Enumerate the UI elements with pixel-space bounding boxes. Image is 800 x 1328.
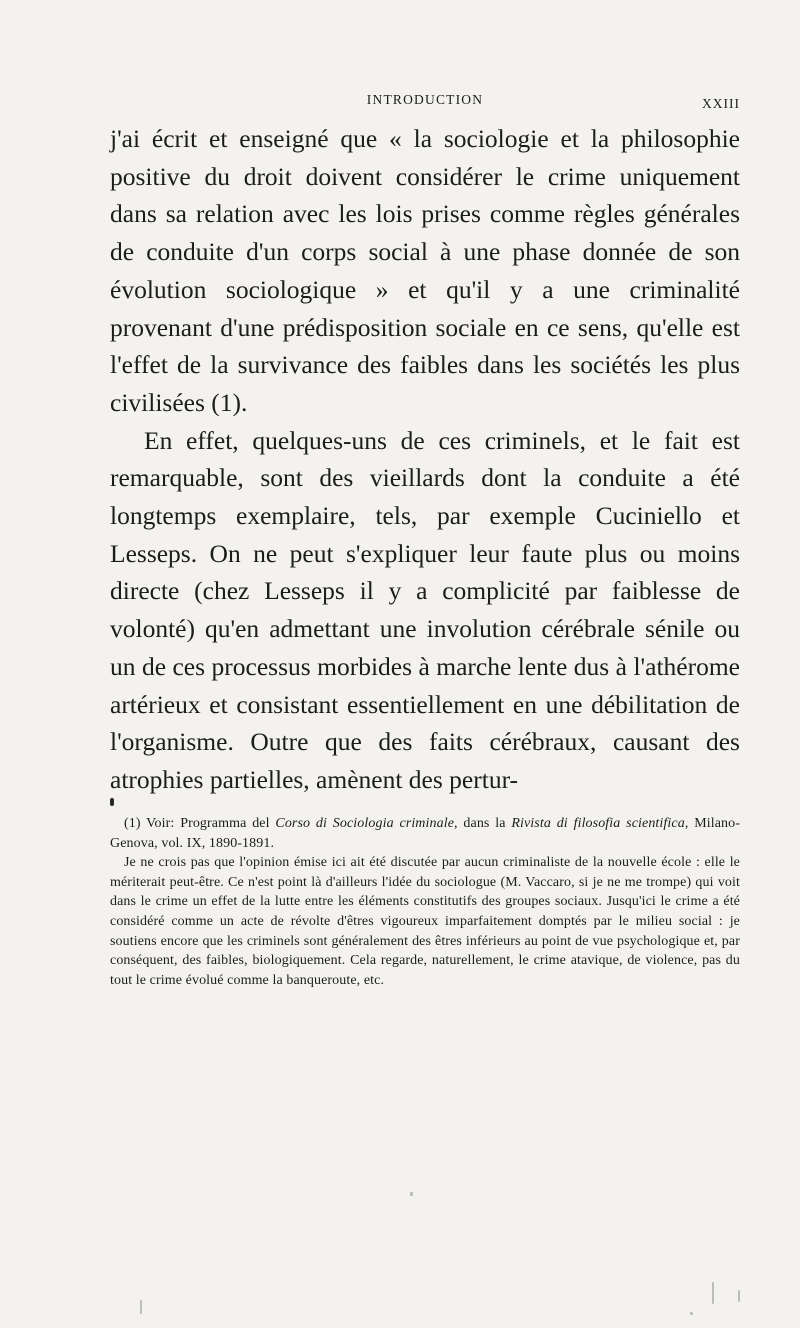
footnote-1-tail: , Milano-Genova, vol. IX, 1890-1891. xyxy=(110,816,741,851)
footnote-2: Je ne crois pas que l'opinion émise ici ait été discutée par aucun criminaliste de la nouvelle école : elle le mériterait peut-être. Ce n'est point là d'ailleurs l'idée du sociologue (M. Vaccaro, si je ne me trompe) qui voit dans le crime un effet de la lutte entre les éléments constitutifs des groupes sociaux. Jusqu'ici le crime a été considéré comme un acte de révolte d'êtres vigoureux imparfaitement domptés par le milieu social : je soutiens encore que les criminels sont généralement des êtres inférieurs au point de vue psychologique et, par conséquent, des faibles, biologiquement. Cela regarde, naturellement, le crime atavique, de violence, pas du tout le crime évolué comme la banqueroute, etc. xyxy=(110,855,740,988)
scan-speck xyxy=(690,1312,693,1315)
main-text xyxy=(110,120,740,799)
footnote-1-journal-title: Rivista di filosofia scientifica xyxy=(511,816,685,831)
scan-speck xyxy=(410,1192,413,1196)
footnotes xyxy=(110,814,740,990)
footnote-1-mid: , dans la xyxy=(454,816,512,831)
running-head-title: INTRODUCTION xyxy=(366,92,484,107)
scan-speck xyxy=(140,1300,142,1314)
page-number: XXIII xyxy=(702,96,740,111)
running-head xyxy=(110,92,740,112)
ink-mark xyxy=(110,798,114,806)
footnote-1-work-title: Corso di Sociologia criminale xyxy=(275,816,455,831)
paragraph-continued: j'ai écrit et enseigné que « la sociologie et la philosophie positive du droit doivent considérer le crime uniquement dans sa relation avec les lois prises comme règles générales de conduite d'un corps social à une phase donnée de son évolution sociologique » et qu'il y a une criminalité provenant d'une prédisposition sociale en ce sens, qu'elle est l'effet de la survivance des faibles dans les sociétés les plus civilisées (1). xyxy=(110,124,740,417)
scan-speck xyxy=(738,1290,740,1302)
scan-speck xyxy=(712,1282,714,1304)
footnote-1-lead: (1) Voir: Programma del xyxy=(124,816,276,831)
paragraph: En effet, quelques-uns de ces criminels, et le fait est remarquable, sont des vieillards dont la conduite a été longtemps exemplaire, tels, par exemple Cuciniello et Lesseps. On ne peut s'expliquer leur faute plus ou moins directe (chez Lesseps il y a complicité par faiblesse de volonté) qu'en admettant une involution cérébrale sénile ou un de ces processus morbides à marche lente dus à l'athérome artérieux et consistant essentiellement en une débilitation de l'organisme. Outre que des faits cérébraux, causant des atrophies partielles, amènent des pertur- xyxy=(110,425,740,794)
footnote-1 xyxy=(110,814,740,853)
